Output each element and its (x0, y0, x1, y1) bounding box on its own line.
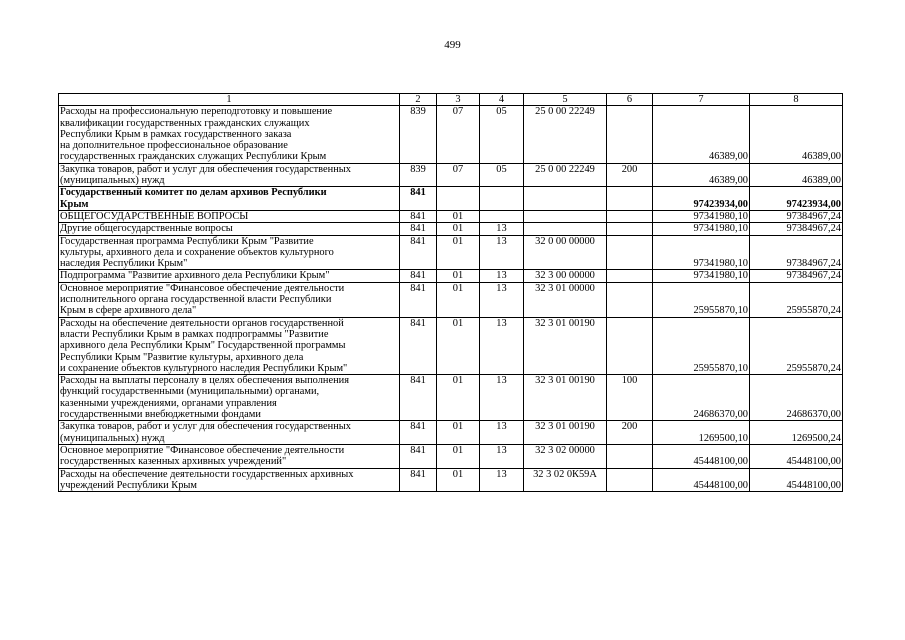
cell-amount-year-1: 25955870,10 (653, 282, 750, 317)
cell-department-code: 841 (400, 375, 437, 421)
cell-department-code: 841 (400, 235, 437, 270)
table-row (59, 106, 843, 163)
row-description-line: государственных казенных архивных учреждений" (60, 456, 287, 468)
column-header: 1 (59, 94, 400, 106)
row-description (59, 270, 400, 282)
row-description-line: архивного дела Республики Крым" Государственной программы (60, 340, 346, 352)
row-description-line: Подпрограмма "Развитие архивного дела Республики Крым" (60, 270, 330, 282)
cell-department-code: 841 (400, 317, 437, 374)
row-description-line: Крым (60, 198, 89, 210)
row-description-line: наследия Республики Крым" (60, 258, 188, 270)
cell-subsection: 13 (480, 235, 524, 270)
cell-expense-type (607, 106, 653, 163)
row-description (59, 235, 400, 270)
row-description-line: Расходы на обеспечение деятельности государственных архивных (60, 468, 354, 480)
table-row (59, 444, 843, 468)
cell-section: 01 (437, 317, 480, 374)
cell-expense-type (607, 223, 653, 235)
row-description-line: учреждений Республики Крым (60, 479, 197, 491)
row-description-line: Расходы на профессиональную переподготовку и повышение (60, 106, 333, 118)
row-description (59, 223, 400, 235)
cell-department-code: 839 (400, 163, 437, 187)
cell-expense-type (607, 235, 653, 270)
column-header: 5 (524, 94, 607, 106)
cell-section: 01 (437, 375, 480, 421)
column-header: 8 (750, 94, 843, 106)
table-row (59, 375, 843, 421)
cell-amount-year-2: 25955870,24 (750, 317, 843, 374)
column-header: 4 (480, 94, 524, 106)
row-description-line: Расходы на обеспечение деятельности органов государственной (60, 317, 344, 329)
table-row (59, 468, 843, 492)
cell-amount-year-1: 97341980,10 (653, 270, 750, 282)
cell-section: 01 (437, 270, 480, 282)
row-description (59, 187, 400, 211)
row-description (59, 421, 400, 445)
cell-department-code: 841 (400, 444, 437, 468)
cell-target-article: 32 0 00 00000 (524, 235, 607, 270)
table-row (59, 223, 843, 235)
row-description-line: государственными внебюджетными фондами (60, 409, 261, 421)
cell-expense-type: 200 (607, 163, 653, 187)
row-description (59, 468, 400, 492)
cell-amount-year-2: 97423934,00 (750, 187, 843, 211)
cell-target-article: 32 3 01 00000 (524, 282, 607, 317)
cell-amount-year-1: 1269500,10 (653, 421, 750, 445)
cell-expense-type (607, 210, 653, 222)
cell-amount-year-2: 45448100,00 (750, 468, 843, 492)
row-description-line: Закупка товаров, работ и услуг для обеспечения государственных (60, 163, 351, 175)
table-row (59, 270, 843, 282)
cell-section: 01 (437, 468, 480, 492)
cell-department-code: 841 (400, 468, 437, 492)
cell-subsection: 13 (480, 223, 524, 235)
row-description-line: Республики Крым в рамках государственного заказа (60, 128, 292, 140)
cell-subsection: 13 (480, 375, 524, 421)
column-header: 7 (653, 94, 750, 106)
cell-target-article: 25 0 00 22249 (524, 106, 607, 163)
cell-expense-type (607, 187, 653, 211)
table-row (59, 210, 843, 222)
budget-table (58, 93, 843, 492)
cell-expense-type (607, 444, 653, 468)
row-description-line: (муниципальных) нужд (60, 432, 165, 444)
row-description-line: исполнительного органа государственной власти Республики (60, 294, 332, 306)
row-description-line: на дополнительное профессиональное образование (60, 140, 288, 152)
table-row (59, 187, 843, 211)
row-description-line: Другие общегосударственные вопросы (60, 223, 233, 235)
row-description-line: казенными учреждениями, органами управления (60, 397, 277, 409)
row-description-line: Республики Крым "Развитие культуры, архивного дела (60, 351, 304, 363)
cell-section: 07 (437, 163, 480, 187)
cell-amount-year-1: 45448100,00 (653, 468, 750, 492)
table-row (59, 317, 843, 374)
cell-amount-year-2: 97384967,24 (750, 223, 843, 235)
cell-amount-year-1: 45448100,00 (653, 444, 750, 468)
cell-subsection (480, 210, 524, 222)
row-description-line: (муниципальных) нужд (60, 175, 165, 187)
cell-amount-year-1: 24686370,00 (653, 375, 750, 421)
cell-subsection: 05 (480, 106, 524, 163)
cell-amount-year-1: 25955870,10 (653, 317, 750, 374)
row-description (59, 375, 400, 421)
cell-department-code: 841 (400, 421, 437, 445)
cell-subsection: 13 (480, 421, 524, 445)
cell-section: 07 (437, 106, 480, 163)
row-description-line: квалификации государственных гражданских служащих (60, 117, 310, 129)
cell-amount-year-2: 97384967,24 (750, 270, 843, 282)
row-description (59, 282, 400, 317)
cell-department-code: 841 (400, 210, 437, 222)
cell-section: 01 (437, 210, 480, 222)
row-description-line: государственных гражданских служащих Республики Крым (60, 151, 327, 163)
row-description-line: функций государственными (муниципальными) органами, (60, 386, 320, 398)
cell-expense-type (607, 270, 653, 282)
cell-target-article: 32 3 00 00000 (524, 270, 607, 282)
cell-section: 01 (437, 223, 480, 235)
cell-expense-type: 100 (607, 375, 653, 421)
row-description (59, 106, 400, 163)
column-header: 3 (437, 94, 480, 106)
row-description (59, 444, 400, 468)
cell-subsection: 13 (480, 282, 524, 317)
row-description-line: ОБЩЕГОСУДАРСТВЕННЫЕ ВОПРОСЫ (60, 210, 249, 222)
row-description-line: Закупка товаров, работ и услуг для обеспечения государственных (60, 421, 351, 433)
cell-target-article: 32 3 02 00000 (524, 444, 607, 468)
row-description-line: Государственная программа Республики Крым "Развитие (60, 235, 314, 247)
cell-section: 01 (437, 235, 480, 270)
cell-amount-year-1: 46389,00 (653, 163, 750, 187)
cell-target-article: 25 0 00 22249 (524, 163, 607, 187)
cell-target-article (524, 187, 607, 211)
row-description-line: власти Республики Крым в рамках подпрограммы "Развитие (60, 328, 329, 340)
table-row (59, 282, 843, 317)
cell-department-code: 841 (400, 270, 437, 282)
cell-department-code: 841 (400, 282, 437, 317)
cell-department-code: 841 (400, 187, 437, 211)
cell-amount-year-2: 1269500,24 (750, 421, 843, 445)
cell-expense-type (607, 317, 653, 374)
cell-amount-year-1: 97341980,10 (653, 210, 750, 222)
cell-department-code: 841 (400, 223, 437, 235)
row-description (59, 317, 400, 374)
cell-subsection: 05 (480, 163, 524, 187)
cell-target-article: 32 3 01 00190 (524, 421, 607, 445)
column-header: 2 (400, 94, 437, 106)
row-description-line: Расходы на выплаты персоналу в целях обеспечения выполнения (60, 375, 349, 387)
table-row (59, 163, 843, 187)
table-header-row (59, 94, 843, 106)
cell-amount-year-1: 46389,00 (653, 106, 750, 163)
cell-target-article (524, 223, 607, 235)
column-header: 6 (607, 94, 653, 106)
table-row (59, 421, 843, 445)
cell-amount-year-2: 25955870,24 (750, 282, 843, 317)
cell-subsection: 13 (480, 317, 524, 374)
row-description-line: и сохранение объектов культурного наследия Республики Крым" (60, 362, 348, 374)
page-number: 499 (444, 39, 461, 51)
cell-amount-year-2: 46389,00 (750, 163, 843, 187)
cell-target-article (524, 210, 607, 222)
cell-amount-year-1: 97341980,10 (653, 235, 750, 270)
cell-expense-type (607, 468, 653, 492)
cell-amount-year-1: 97423934,00 (653, 187, 750, 211)
cell-department-code: 839 (400, 106, 437, 163)
row-description-line: Крым в сфере архивного дела" (60, 305, 197, 317)
row-description-line: Государственный комитет по делам архивов Республики (60, 187, 327, 199)
cell-amount-year-2: 46389,00 (750, 106, 843, 163)
cell-amount-year-2: 24686370,00 (750, 375, 843, 421)
cell-amount-year-2: 97384967,24 (750, 210, 843, 222)
cell-subsection (480, 187, 524, 211)
cell-amount-year-1: 97341980,10 (653, 223, 750, 235)
cell-subsection: 13 (480, 444, 524, 468)
cell-target-article: 32 3 02 0К59А (524, 468, 607, 492)
row-description-line: Основное мероприятие "Финансовое обеспечение деятельности (60, 282, 345, 294)
cell-expense-type (607, 282, 653, 317)
cell-subsection: 13 (480, 270, 524, 282)
cell-target-article: 32 3 01 00190 (524, 317, 607, 374)
cell-section: 01 (437, 282, 480, 317)
cell-target-article: 32 3 01 00190 (524, 375, 607, 421)
cell-expense-type: 200 (607, 421, 653, 445)
cell-section: 01 (437, 421, 480, 445)
row-description (59, 210, 400, 222)
row-description (59, 163, 400, 187)
row-description-line: культуры, архивного дела и сохранение объектов культурного (60, 246, 334, 258)
cell-section (437, 187, 480, 211)
cell-section: 01 (437, 444, 480, 468)
table-row (59, 235, 843, 270)
cell-amount-year-2: 45448100,00 (750, 444, 843, 468)
cell-subsection: 13 (480, 468, 524, 492)
cell-amount-year-2: 97384967,24 (750, 235, 843, 270)
row-description-line: Основное мероприятие "Финансовое обеспечение деятельности (60, 444, 345, 456)
